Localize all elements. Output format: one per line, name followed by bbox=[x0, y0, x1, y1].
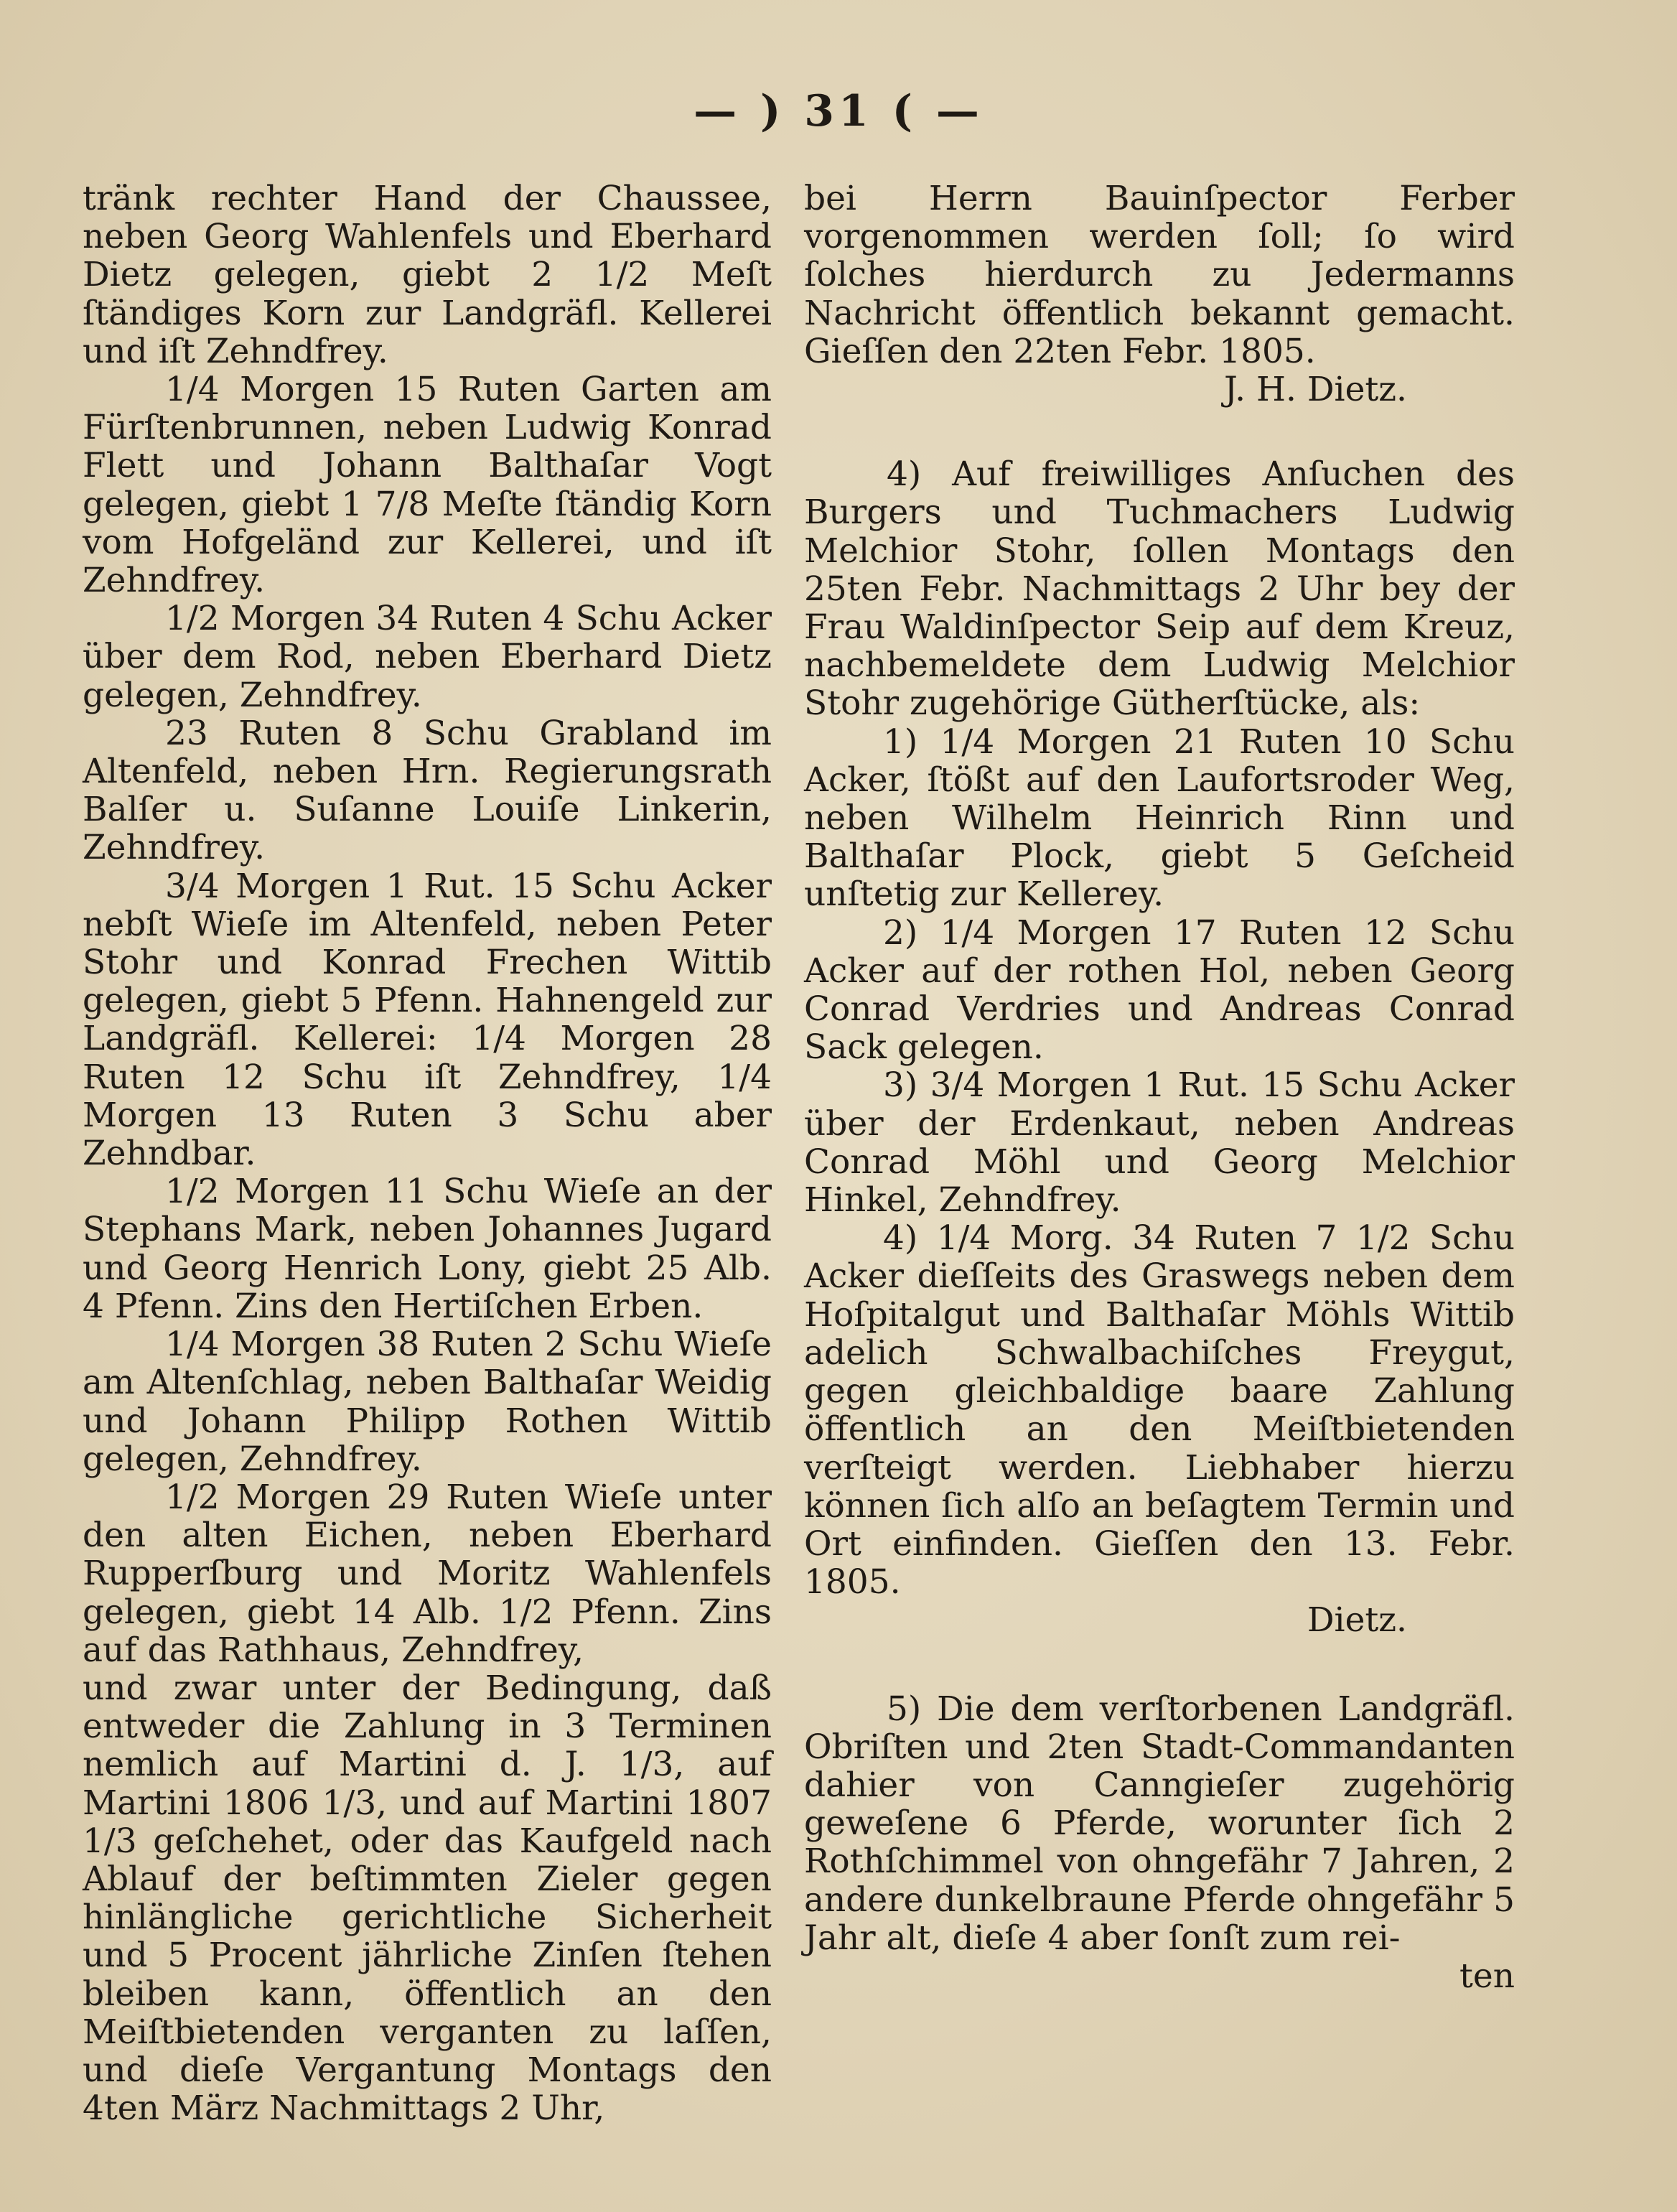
paragraph: 1/4 Morgen 38 Ruten 2 Schu Wieſe am Altenſchlag, neben Balthaſar Weidig und Johann Philipp Rothen Wittib gelegen, Zehndfrey. bbox=[83, 1325, 772, 1479]
paragraph: 5) Die dem verſtorbenen Landgräfl. Obriſten und 2ten Stadt-Commandanten dahier von Canngieſer zugehörig geweſene 6 Pferde, worunter ſich 2 Rothſchimmel von ohngefähr 7 Jahren, 2 andere dunkelbraune Pferde ohngefähr 5 Jahr alt, dieſe 4 aber ſonſt zum rei- bbox=[804, 1689, 1515, 1958]
paragraph: und zwar unter der Bedingung, daß entweder die Zahlung in 3 Terminen nemlich auf Martini d. J. 1/3, auf Martini 1806 1/3, und auf Martini 1807 1/3 geſchehet, oder das Kaufgeld nach Ablauf der beſtimmten Zieler gegen hinlängliche gerichtliche Sicherheit und 5 Procent jährliche Zinſen ſtehen bleiben kann, öffentlich an den Meiſtbietenden verganten zu laſſen, und dieſe Vergantung Montags den 4ten März Nachmittags 2 Uhr, bbox=[83, 1668, 772, 2129]
paragraph: bei Herrn Bauinſpector Ferber vorgenommen werden ſoll; ſo wird ſolches hierdurch zu Jedermanns Nachricht öffentlich bekannt gemacht. Gieſſen den 22ten Febr. 1805. bbox=[804, 179, 1515, 371]
list-item: 2) 1/4 Morgen 17 Ruten 12 Schu Acker auf der rothen Hol, neben Georg Conrad Verdries und Andreas Conrad Sack gelegen. bbox=[804, 913, 1515, 1068]
right-column bbox=[804, 179, 1515, 1995]
paragraph: 1/2 Morgen 11 Schu Wieſe an der Stephans Mark, neben Johannes Jugard und Georg Henrich Lony, giebt 25 Alb. 4 Pfenn. Zins den Hertiſchen Erben. bbox=[83, 1172, 772, 1326]
paragraph: 1/4 Morgen 15 Ruten Garten am Fürſtenbrunnen, neben Ludwig Konrad Flett und Johann Balthaſar Vogt gelegen, giebt 1 7/8 Meſte ſtändig Korn vom Hofgeländ zur Kellerei, und iſt Zehndfrey. bbox=[83, 370, 772, 601]
list-item: 4) 1/4 Morg. 34 Ruten 7 1/2 Schu Acker dieſſeits des Graswegs neben dem Hoſpitalgut und Balthaſar Möhls Wittib adelich Schwalbachiſches Freygut, gegen gleichbaldige baare Zahlung öffentlich an den Meiſtbietenden verſteigt werden. Liebhaber hierzu können ſich alſo an beſagtem Termin und Ort einfinden. Gieſſen den 13. Febr. 1805. bbox=[804, 1218, 1515, 1602]
list-item: 1) 1/4 Morgen 21 Ruten 10 Schu Acker, ſtößt auf den Laufortsroder Weg, neben Wilhelm Heinrich Rinn und Balthaſar Plock, giebt 5 Geſcheid unſtetig zur Kellerey. bbox=[804, 722, 1515, 915]
section-gap bbox=[804, 1640, 1515, 1690]
paragraph: 3/4 Morgen 1 Rut. 15 Schu Acker nebſt Wieſe im Altenfeld, neben Peter Stohr und Konrad Frechen Wittib gelegen, giebt 5 Pfenn. Hahnengeld zur Landgräfl. Kellerei: 1/4 Morgen 28 Ruten 12 Schu iſt Zehndfrey, 1/4 Morgen 13 Ruten 3 Schu aber Zehndbar. bbox=[83, 866, 772, 1174]
left-column bbox=[83, 179, 772, 2127]
paragraph: 1/2 Morgen 34 Ruten 4 Schu Acker über dem Rod, neben Eberhard Dietz gelegen, Zehndfrey. bbox=[83, 599, 772, 715]
list-item: 3) 3/4 Morgen 1 Rut. 15 Schu Acker über der Erdenkaut, neben Andreas Conrad Möhl und Georg Melchior Hinkel, Zehndfrey. bbox=[804, 1065, 1515, 1221]
paragraph: tränk rechter Hand der Chaussee, neben Georg Wahlenfels und Eberhard Dietz gelegen, giebt 2 1/2 Meſt ſtändiges Korn zur Landgräfl. Kellerei und iſt Zehndfrey. bbox=[83, 179, 772, 371]
paragraph: 23 Ruten 8 Schu Grabland im Altenfeld, neben Hrn. Regierungsrath Balſer u. Suſanne Louiſe Linkerin, Zehndfrey. bbox=[83, 713, 772, 868]
catchword: ten bbox=[1459, 1956, 1515, 1996]
signature: Dietz. bbox=[1307, 1600, 1407, 1641]
page-number-header: — ) 31 ( — bbox=[693, 86, 984, 136]
section-gap bbox=[804, 409, 1515, 455]
paragraph: 1/2 Morgen 29 Ruten Wieſe unter den alten Eichen, neben Eberhard Rupperſburg und Moritz Wahlenfels gelegen, giebt 14 Alb. 1/2 Pfenn. Zins auf das Rathhaus, Zehndfrey, bbox=[83, 1477, 772, 1670]
signature: J. H. Dietz. bbox=[1223, 370, 1407, 410]
notice-heading-paragraph: 4) Auf freiwilliges Anſuchen des Burgers und Tuchmachers Ludwig Melchior Stohr, ſollen Montags den 25ten Febr. Nachmittags 2 Uhr bey der Frau Waldinſpector Seip auf dem Kreuz, nachbemeldete dem Ludwig Melchior Stohr zugehörige Gütherſtücke, als: bbox=[804, 454, 1515, 724]
